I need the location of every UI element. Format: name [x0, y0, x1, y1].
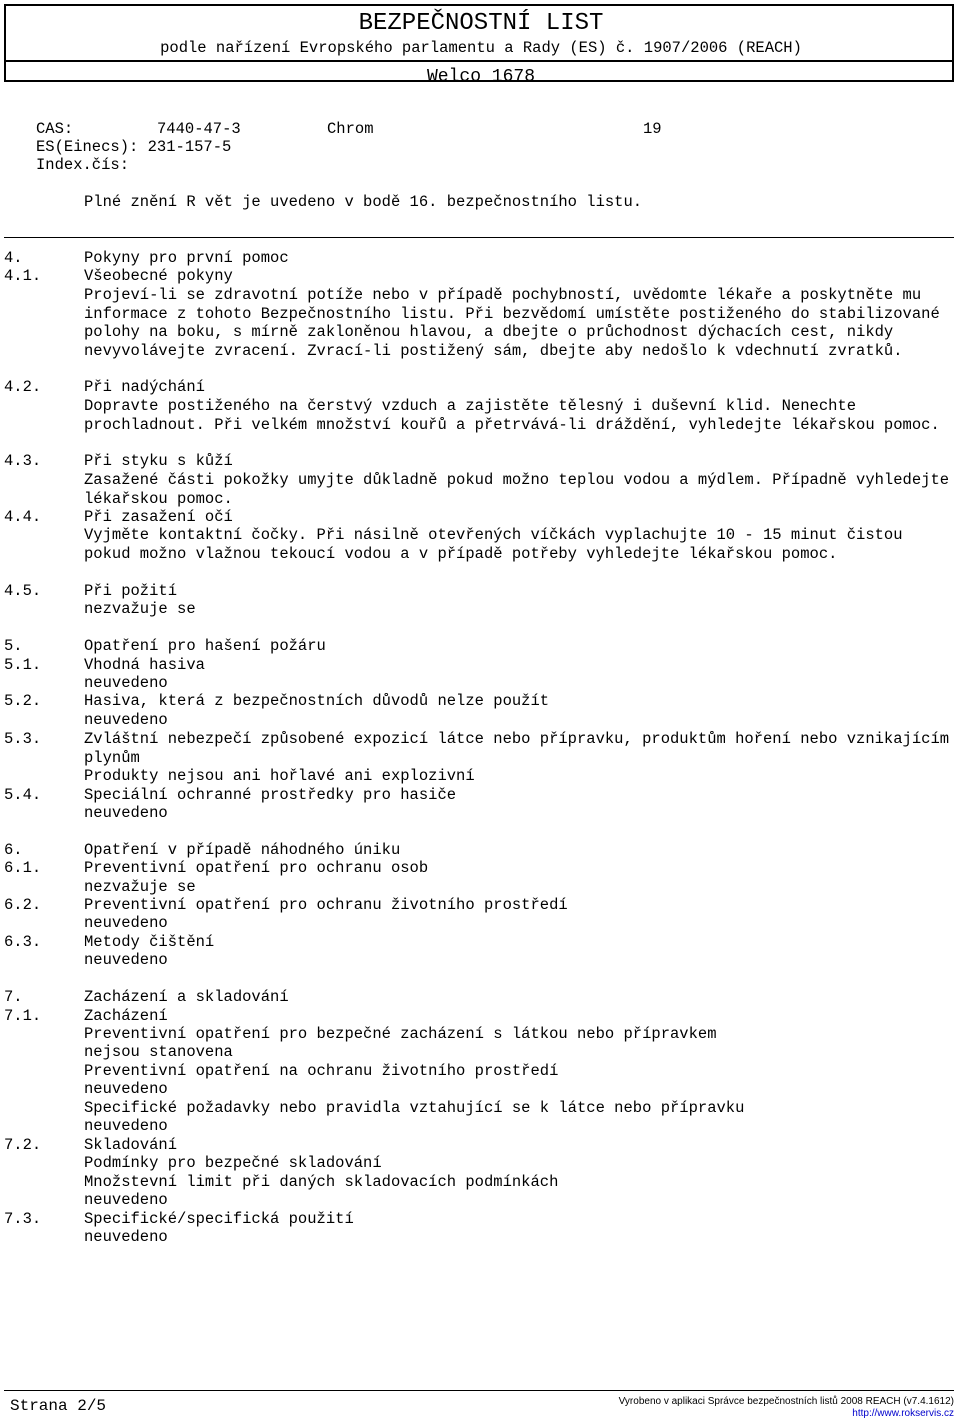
footer-generator: [619, 1396, 954, 1420]
section-6-3-title: Metody čištění: [84, 933, 215, 951]
section-7-2-b-title: Množstevní limit při daných skladovacích podmínkách: [84, 1173, 559, 1191]
section-7-3-title: Specifické/specifická použití: [84, 1210, 354, 1228]
section-7-2-b-text: neuvedeno: [84, 1191, 168, 1209]
generator-link[interactable]: http://www.rokservis.cz: [852, 1408, 954, 1419]
section-7-1-a-title: Preventivní opatření pro bezpečné zacházení s látkou nebo přípravkem: [84, 1025, 717, 1043]
section-7-1-c-title: Specifické požadavky nebo pravidla vztahující se k látce nebo přípravku: [84, 1099, 745, 1117]
section-4-number: 4.: [4, 249, 23, 267]
section-5-1-number: 5.1.: [4, 656, 42, 674]
section-4-4-number: 4.4.: [4, 508, 42, 526]
section-6-2-title: Preventivní opatření pro ochranu životního prostředí: [84, 896, 568, 914]
section-7-title: Zacházení a skladování: [84, 988, 289, 1006]
section-5-4-number: 5.4.: [4, 786, 42, 804]
substance-amount: 19: [643, 120, 662, 138]
section-5-4-text: neuvedeno: [84, 804, 168, 822]
section-4-3-title: Při styku s kůží: [84, 452, 233, 470]
footer-divider: [4, 1390, 954, 1391]
section-5-2-title: Hasiva, která z bezpečnostních důvodů nelze použít: [84, 692, 550, 710]
section-4-2-text: Dopravte postiženého na čerstvý vzduch a zajistěte tělesný i duševní klid. Nenechte prochladnout. Při velkém množství kouřů a přetrvává-li dráždění, vyhledejte lékařskou pomoc.: [84, 397, 940, 434]
section-5-2-number: 5.2.: [4, 692, 42, 710]
section-7-1-b-title: Preventivní opatření na ochranu životního prostředí: [84, 1062, 559, 1080]
section-5-3-title: Zvláštní nebezpečí způsobené expozicí látce nebo přípravku, produktům hoření nebo vznikajícím plynům: [84, 730, 950, 767]
r-phrases-note: Plné znění R vět je uvedeno v bodě 16. bezpečnostního listu.: [84, 193, 643, 211]
section-4-5-title: Při požití: [84, 582, 178, 600]
section-5-title: Opatření pro hašení požáru: [84, 637, 326, 655]
section-7-2-title: Skladování: [84, 1136, 178, 1154]
section-6-3-text: neuvedeno: [84, 951, 168, 969]
section-7-3-number: 7.3.: [4, 1210, 42, 1228]
einecs-number: ES(Einecs): 231-157-5: [36, 138, 232, 156]
section-7-3-text: neuvedeno: [84, 1228, 168, 1246]
section-7-1-number: 7.1.: [4, 1007, 42, 1025]
document-title: BEZPEČNOSTNÍ LIST: [358, 10, 604, 37]
document-header: [4, 4, 954, 87]
section-5-1-title: Vhodná hasiva: [84, 656, 205, 674]
section-7-2-a-title: Podmínky pro bezpečné skladování: [84, 1154, 382, 1172]
section-6-2-number: 6.2.: [4, 896, 42, 914]
section-4-1-number: 4.1.: [4, 267, 42, 285]
section-5-3-number: 5.3.: [4, 730, 42, 748]
section-5-1-text: neuvedeno: [84, 674, 168, 692]
section-4-4-title: Při zasažení očí: [84, 508, 233, 526]
substance-name: Chrom: [327, 120, 374, 138]
generator-text: Vyrobeno v aplikaci Správce bezpečnostních listů 2008 REACH (v7.4.1612): [618, 1396, 954, 1407]
page-number: Strana 2/5: [10, 1397, 107, 1415]
product-name: Welco 1678: [426, 67, 536, 87]
cas-label: CAS:: [36, 120, 74, 138]
section-4-2-number: 4.2.: [4, 378, 42, 396]
section-7-1-b-text: neuvedeno: [84, 1080, 168, 1098]
document-subtitle: podle nařízení Evropského parlamentu a Rady (ES) č. 1907/2006 (REACH): [160, 39, 802, 57]
section-4-3-text: Zasažené části pokožky umyjte důkladně pokud možno teplou vodou a mýdlem. Případně vyhledejte lékařskou pomoc.: [84, 471, 950, 508]
section-4-title: Pokyny pro první pomoc: [84, 249, 289, 267]
section-7-number: 7.: [4, 988, 23, 1006]
index-number: Index.čís:: [36, 156, 130, 174]
section-4-1-title: Všeobecné pokyny: [84, 267, 233, 285]
section-6-3-number: 6.3.: [4, 933, 42, 951]
section-7-1-title: Zacházení: [84, 1007, 168, 1025]
section-5-number: 5.: [4, 637, 23, 655]
section-7-2-number: 7.2.: [4, 1136, 42, 1154]
section-7-1-c-text: neuvedeno: [84, 1117, 168, 1135]
section-4-3-number: 4.3.: [4, 452, 42, 470]
section-4-1-text: Projeví-li se zdravotní potíže nebo v případě pochybností, uvědomte lékaře a poskytněte mu informace z tohoto Bezpečnostního listu. Při bezvědomí umístěte postiženého do stabilizované polohy na boku, s mírně zakloněnou hlavou, a dbejte o průchodnost dýchacích cest, nikdy nevyvolávejte zvracení. Zvrací-li postižený sám, dbejte aby nedošlo k vdechnutí zvratků.: [84, 286, 940, 360]
section-6-number: 6.: [4, 841, 23, 859]
section-6-2-text: neuvedeno: [84, 914, 168, 932]
header-divider: [6, 60, 952, 62]
section-6-1-text: nezvažuje se: [84, 878, 196, 896]
section-7-1-a-text: nejsou stanovena: [84, 1043, 233, 1061]
cas-value: 7440-47-3: [157, 120, 241, 138]
section-6-1-title: Preventivní opatření pro ochranu osob: [84, 859, 429, 877]
section-6-title: Opatření v případě náhodného úniku: [84, 841, 401, 859]
section-4-5-number: 4.5.: [4, 582, 42, 600]
section-5-4-title: Speciální ochranné prostředky pro hasiče: [84, 786, 457, 804]
section-6-1-number: 6.1.: [4, 859, 42, 877]
section-divider: [4, 237, 954, 238]
section-4-2-title: Při nadýchání: [84, 378, 205, 396]
section-5-2-text: neuvedeno: [84, 711, 168, 729]
section-5-3-text: Produkty nejsou ani hořlavé ani explozivní: [84, 767, 475, 785]
section-4-4-text: Vyjměte kontaktní čočky. Při násilně otevřených víčkách vyplachujte 10 - 15 minut čistou pokud možno vlažnou tekoucí vodou a v případě potřeby vyhledejte lékařskou pomoc.: [84, 526, 903, 563]
section-4-5-text: nezvažuje se: [84, 600, 196, 618]
